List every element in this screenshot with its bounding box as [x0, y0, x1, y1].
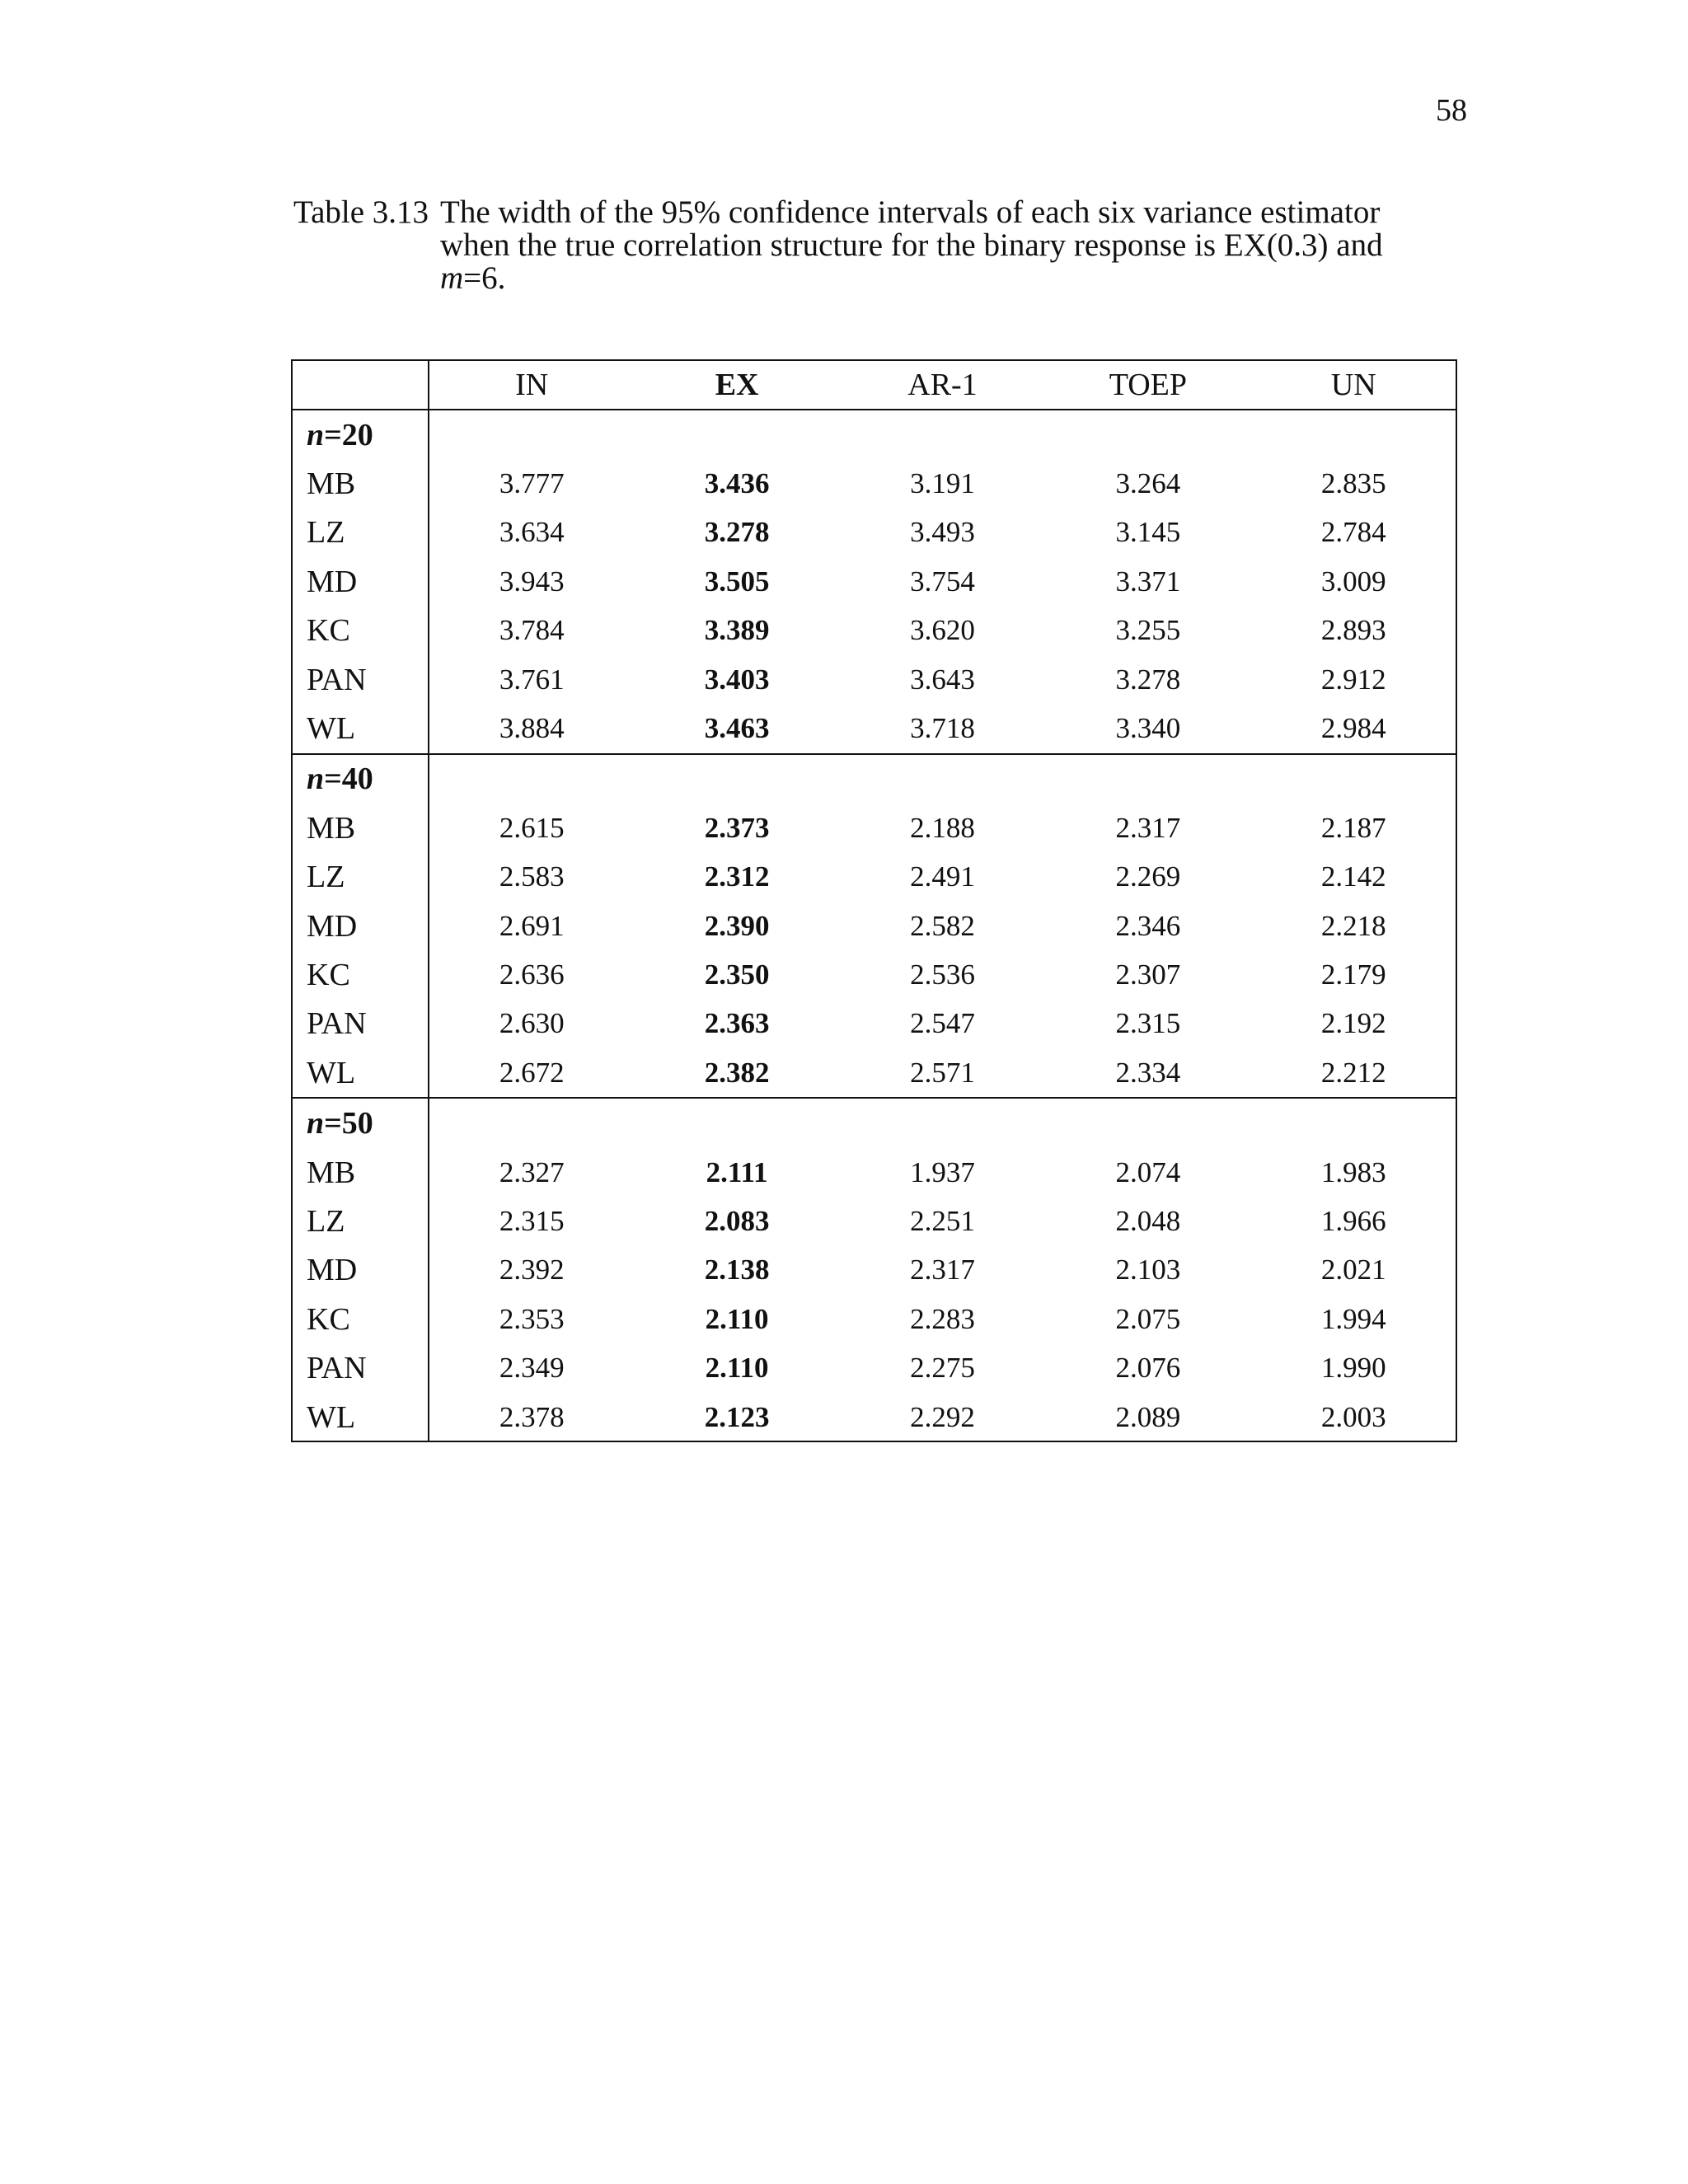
group-value: =40 [324, 762, 373, 797]
table-header [292, 360, 1456, 410]
estimator-label: KC [292, 950, 429, 999]
empty-cell [1251, 410, 1456, 459]
estimator-label: WL [292, 1048, 429, 1098]
table-row [292, 1343, 1456, 1392]
value-cell: 2.571 [910, 1056, 975, 1089]
table-row [292, 459, 1456, 508]
group-label [292, 410, 429, 459]
estimator-label: MD [292, 1246, 429, 1295]
results-table [292, 360, 1456, 1441]
table-row [292, 1246, 1456, 1295]
column-header-toep: TOEP [1045, 360, 1250, 410]
value-cell: 2.283 [910, 1302, 975, 1335]
value-cell: 3.754 [910, 565, 975, 598]
value-cell: 2.103 [1115, 1254, 1181, 1286]
empty-cell [429, 410, 634, 459]
value-cell: 2.074 [1115, 1155, 1181, 1188]
estimator-label: MB [292, 459, 429, 508]
value-cell: 2.021 [1320, 1254, 1386, 1286]
empty-cell [429, 1098, 634, 1147]
sample-size-group [292, 1098, 1456, 1441]
empty-cell [1045, 754, 1250, 804]
caption-line-1: The width of the 95% confidence intervals of each six variance estimator [440, 194, 1381, 230]
group-variable: n [307, 417, 325, 452]
estimator-label: MD [292, 902, 429, 950]
page-number: 58 [1436, 93, 1467, 128]
value-cell: 2.292 [910, 1400, 975, 1433]
column-header-in: IN [429, 360, 634, 410]
value-cell: 2.349 [499, 1352, 565, 1385]
value-cell: 2.363 [704, 1007, 770, 1040]
header-corner-cell [292, 360, 429, 410]
value-cell: 2.111 [706, 1155, 768, 1188]
estimator-label: WL [292, 704, 429, 753]
empty-cell [634, 754, 839, 804]
value-cell: 2.547 [910, 1007, 975, 1040]
value-cell: 3.643 [910, 663, 975, 696]
value-cell: 2.275 [910, 1352, 975, 1385]
empty-cell [840, 754, 1045, 804]
value-cell: 3.145 [1115, 516, 1181, 549]
value-cell: 3.463 [704, 712, 770, 745]
value-cell: 2.003 [1320, 1400, 1386, 1433]
value-cell: 2.317 [1115, 811, 1181, 844]
value-cell: 2.392 [499, 1254, 565, 1286]
estimator-label: LZ [292, 509, 429, 557]
value-cell: 2.123 [704, 1400, 770, 1433]
estimator-label: MB [292, 804, 429, 852]
empty-cell [429, 754, 634, 804]
value-cell: 2.583 [499, 860, 565, 893]
value-cell: 3.340 [1115, 712, 1181, 745]
group-heading-row [292, 1098, 1456, 1147]
value-cell: 2.317 [910, 1254, 975, 1286]
value-cell: 3.634 [499, 516, 565, 549]
table-row [292, 509, 1456, 557]
value-cell: 2.582 [910, 909, 975, 942]
value-cell: 2.110 [705, 1352, 769, 1385]
group-value: =20 [324, 417, 373, 452]
value-cell: 2.269 [1115, 860, 1181, 893]
empty-cell [1045, 1098, 1250, 1147]
value-cell: 3.505 [704, 565, 770, 598]
estimator-label: PAN [292, 1343, 429, 1392]
value-cell: 2.353 [499, 1302, 565, 1335]
value-cell: 2.312 [704, 860, 770, 893]
value-cell: 2.187 [1320, 811, 1386, 844]
table-row [292, 1197, 1456, 1245]
value-cell: 2.212 [1320, 1056, 1386, 1089]
group-label [292, 754, 429, 804]
value-cell: 3.278 [1115, 663, 1181, 696]
table-row [292, 950, 1456, 999]
value-cell: 2.315 [499, 1204, 565, 1237]
value-cell: 2.491 [910, 860, 975, 893]
value-cell: 1.990 [1320, 1352, 1386, 1385]
value-cell: 3.264 [1115, 467, 1181, 500]
column-header-ar1: AR-1 [840, 360, 1045, 410]
value-cell: 2.835 [1320, 467, 1386, 500]
value-cell: 2.382 [704, 1056, 770, 1089]
value-cell: 3.493 [910, 516, 975, 549]
estimator-label: LZ [292, 853, 429, 902]
empty-cell [1251, 1098, 1456, 1147]
empty-cell [840, 1098, 1045, 1147]
value-cell: 2.784 [1320, 516, 1386, 549]
table-row [292, 1048, 1456, 1098]
value-cell: 2.083 [704, 1204, 770, 1237]
estimator-label: MB [292, 1148, 429, 1197]
caption-line-3-rest: =6. [463, 260, 506, 296]
value-cell: 2.334 [1115, 1056, 1181, 1089]
value-cell: 2.615 [499, 811, 565, 844]
value-cell: 2.048 [1115, 1204, 1181, 1237]
table-row [292, 1393, 1456, 1441]
value-cell: 1.994 [1320, 1302, 1386, 1335]
table-row [292, 1000, 1456, 1048]
value-cell: 2.188 [910, 811, 975, 844]
caption-variable: m [440, 260, 464, 296]
value-cell: 2.179 [1320, 958, 1386, 991]
group-variable: n [307, 1106, 325, 1141]
value-cell: 2.138 [704, 1254, 770, 1286]
value-cell: 2.630 [499, 1007, 565, 1040]
value-cell: 2.536 [910, 958, 975, 991]
value-cell: 3.884 [499, 712, 565, 745]
value-cell: 3.255 [1115, 614, 1181, 647]
value-cell: 1.966 [1320, 1204, 1386, 1237]
value-cell: 2.327 [499, 1155, 565, 1188]
caption-text [440, 194, 1383, 296]
table-row [292, 704, 1456, 753]
sample-size-group [292, 410, 1456, 754]
value-cell: 2.315 [1115, 1007, 1181, 1040]
value-cell: 2.691 [499, 909, 565, 942]
table-row [292, 1295, 1456, 1343]
group-heading-row [292, 410, 1456, 459]
value-cell: 2.075 [1115, 1302, 1181, 1335]
value-cell: 2.218 [1320, 909, 1386, 942]
value-cell: 2.984 [1320, 712, 1386, 745]
value-cell: 3.784 [499, 614, 565, 647]
value-cell: 2.076 [1115, 1352, 1181, 1385]
value-cell: 3.777 [499, 467, 565, 500]
value-cell: 2.912 [1320, 663, 1386, 696]
value-cell: 2.089 [1115, 1400, 1181, 1433]
empty-cell [1251, 754, 1456, 804]
value-cell: 3.620 [910, 614, 975, 647]
value-cell: 2.251 [910, 1204, 975, 1237]
empty-cell [1045, 410, 1250, 459]
group-variable: n [307, 762, 325, 797]
value-cell: 2.346 [1115, 909, 1181, 942]
value-cell: 2.390 [704, 909, 770, 942]
value-cell: 3.403 [704, 663, 770, 696]
value-cell: 2.672 [499, 1056, 565, 1089]
value-cell: 1.937 [910, 1155, 975, 1188]
value-cell: 2.378 [499, 1400, 565, 1433]
value-cell: 3.761 [499, 663, 565, 696]
estimator-label: KC [292, 1295, 429, 1343]
estimator-label: KC [292, 607, 429, 655]
value-cell: 2.636 [499, 958, 565, 991]
value-cell: 2.142 [1320, 860, 1386, 893]
empty-cell [634, 1098, 839, 1147]
value-cell: 2.893 [1320, 614, 1386, 647]
empty-cell [634, 410, 839, 459]
value-cell: 3.389 [704, 614, 770, 647]
table-row [292, 902, 1456, 950]
estimator-label: LZ [292, 1197, 429, 1245]
empty-cell [840, 410, 1045, 459]
value-cell: 3.278 [704, 516, 770, 549]
value-cell: 2.110 [705, 1302, 769, 1335]
table-row [292, 1148, 1456, 1197]
value-cell: 2.192 [1320, 1007, 1386, 1040]
value-cell: 1.983 [1320, 1155, 1386, 1188]
table-row [292, 853, 1456, 902]
estimator-label: PAN [292, 655, 429, 704]
value-cell: 3.436 [704, 467, 770, 500]
header-row [292, 360, 1456, 410]
value-cell: 2.307 [1115, 958, 1181, 991]
value-cell: 3.943 [499, 565, 565, 598]
group-label [292, 1098, 429, 1147]
group-heading-row [292, 754, 1456, 804]
caption-line-3 [440, 262, 1380, 295]
caption-line-2: when the true correlation structure for the binary response is EX(0.3) and [440, 227, 1383, 263]
value-cell: 3.718 [910, 712, 975, 745]
value-cell: 2.350 [704, 958, 770, 991]
value-cell: 2.373 [704, 811, 770, 844]
caption-label: Table 3.13 [293, 194, 429, 230]
value-cell: 3.371 [1115, 565, 1181, 598]
group-value: =50 [324, 1106, 373, 1141]
table-row [292, 557, 1456, 606]
column-header-ex: EX [634, 360, 839, 410]
table-row [292, 655, 1456, 704]
sample-size-group [292, 754, 1456, 1099]
estimator-label: WL [292, 1393, 429, 1441]
value-cell: 3.009 [1320, 565, 1386, 598]
value-cell: 3.191 [910, 467, 975, 500]
estimator-label: PAN [292, 1000, 429, 1048]
estimator-label: MD [292, 557, 429, 606]
column-header-un: UN [1251, 360, 1456, 410]
table-row [292, 607, 1456, 655]
table-row [292, 804, 1456, 852]
